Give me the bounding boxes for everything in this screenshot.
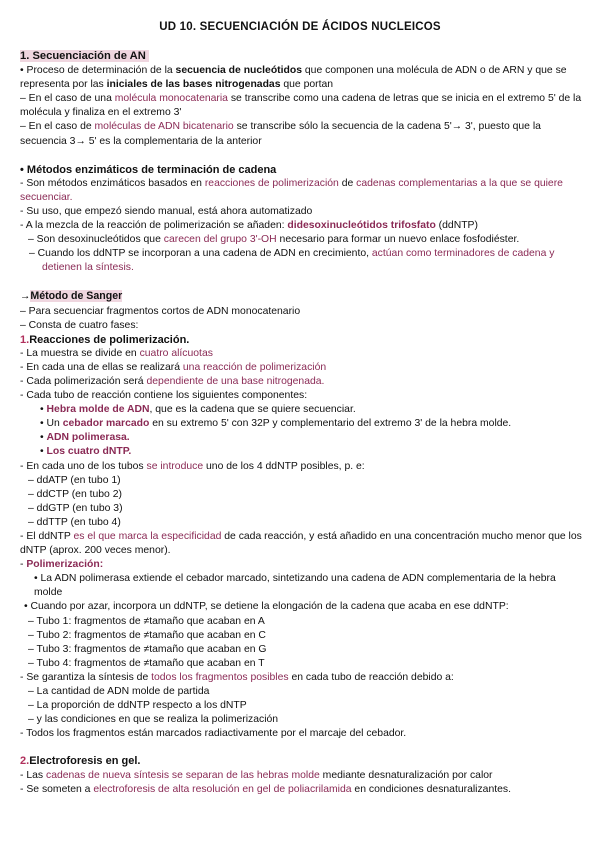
component-2-prefix: • Un	[40, 418, 63, 430]
component-3-name: ADN polimerasa.	[46, 432, 130, 444]
arrow-icon: →	[20, 291, 31, 303]
s2-line-2: - Su uso, que empezó siendo manual, está ahora automatizado	[20, 205, 313, 217]
s1-p2-highlight: molécula monocatenaria	[114, 93, 228, 105]
s2-l3-highlight: didesoxinucleótidos trifosfato	[287, 220, 436, 232]
subsection-2-heading	[20, 754, 582, 768]
s3-line-1: – Para secuenciar fragmentos cortos de ADN monocatenario	[20, 305, 301, 317]
r5-text: - En cada uno de los tubos	[20, 460, 147, 472]
e-line-1	[20, 769, 582, 783]
s2-line-1	[20, 177, 582, 205]
subsection-1-heading	[20, 333, 582, 347]
e1-text: - Las	[20, 769, 46, 781]
subsection-2-title: Electroforesis en gel.	[29, 755, 141, 768]
r-line-2	[20, 361, 582, 375]
s2-l3-text-2: (ddNTP)	[435, 220, 478, 232]
poli-point-1-text: • La ADN polimerasa extiende el cebador marcado, sintetizando una cadena de ADN complementaria de la hebra molde	[34, 573, 556, 599]
s2-l4-text-2: necesario para formar un nuevo enlace fosfodiéster.	[276, 234, 520, 246]
component-1-name: Hebra molde de ADN	[46, 404, 150, 416]
section-3-heading-text: Método de Sanger	[30, 290, 123, 303]
s1-p2-text: – En el caso de una	[20, 93, 115, 105]
s2-l5-highlight: actúan como terminadores de cadena y detienen la síntesis.	[42, 248, 555, 274]
component-4	[20, 445, 582, 459]
poli-point-2: • Cuando por azar, incorpora un ddNTP, se detiene la elongación de la cadena que acaba en ese ddNTP:	[24, 601, 509, 613]
subsection-1-number: 1.	[20, 333, 30, 346]
s2-line-4	[20, 233, 582, 247]
s1-p2-text-2: se transcribe como una cadena de letras que se inicia en el extremo 5' de la molécula y finaliza en el extremo 3'	[20, 93, 582, 119]
r1-text: - La muestra se divide en	[20, 347, 140, 359]
section-1-heading-text: 1. Secuenciación de AN	[20, 50, 149, 62]
e1-highlight: cadenas de nueva síntesis se separan de las hebras molde	[46, 769, 320, 781]
e1-text-2: mediante desnaturalización por calor	[319, 769, 493, 781]
r6-highlight: es el que marca la especificidad	[73, 531, 222, 542]
document-title: UD 10. SECUENCIACIÓN DE ÁCIDOS NUCLEICOS	[159, 21, 441, 33]
s2-l1-highlight-2: cadenas complementarias a la que se quiere secuenciar.	[20, 177, 563, 203]
section-1-heading	[20, 49, 582, 64]
tube-item-2: – ddCTP (en tubo 2)	[28, 488, 122, 500]
component-1	[20, 403, 582, 417]
g-highlight: todos los fragmentos posibles	[151, 671, 289, 683]
s3-line-2: – Consta de cuatro fases:	[20, 319, 139, 331]
s1-p1-bold: secuencia de nucleótidos	[175, 65, 303, 77]
section-3-heading	[20, 289, 582, 304]
s1-p3-text: – En el caso de	[20, 121, 95, 133]
r1-highlight: cuatro alícuotas	[139, 347, 213, 359]
r2-highlight: una reacción de polimerización	[182, 361, 327, 373]
s2-l1-text-2: de	[338, 177, 357, 189]
s2-line-3	[20, 219, 582, 233]
subsection-1-title: Reacciones de polimerización.	[29, 333, 190, 346]
guarantee-item-4: - Todos los fragmentos están marcados radiactivamente por el marcaje del cebador.	[20, 728, 407, 740]
s1-p3-text-2: se transcribe sólo la secuencia de la cadena 5'→ 3', puesto que la secuencia 3→ 5' es la complementaria de la anterior	[20, 121, 541, 147]
s2-l5-text: – Cuando los ddNTP se incorporan a una cadena de ADN en crecimiento,	[29, 248, 372, 260]
spacer	[20, 741, 582, 754]
e2-text-2: en condiciones desnaturalizantes.	[351, 783, 511, 795]
subsection-2-number: 2.	[20, 755, 30, 768]
component-3	[20, 431, 582, 445]
guarantee-line	[20, 671, 582, 685]
s1-p1-text-3: que portan	[280, 79, 334, 91]
r3-highlight: dependiente de una base nitrogenada.	[146, 375, 325, 387]
g-text-2: en cada tubo de reacción debido a:	[288, 671, 454, 683]
e2-text: - Se someten a	[20, 783, 94, 795]
s2-l1-text: - Son métodos enzimáticos basados en	[20, 177, 205, 189]
document-body	[20, 49, 582, 797]
s1-paragraph-2	[20, 92, 582, 120]
bullet-icon: •	[40, 432, 47, 444]
fragment-item-1: – Tubo 1: fragmentos de ≠tamaño que acaban en A	[28, 615, 265, 627]
fragment-item-4: – Tubo 4: fragmentos de ≠tamaño que acaban en T	[28, 657, 265, 669]
g-text: - Se garantiza la síntesis de	[20, 671, 152, 683]
fragment-item-2: – Tubo 2: fragmentos de ≠tamaño que acaban en C	[28, 629, 266, 641]
component-2-name: cebador marcado	[62, 418, 150, 430]
spacer	[20, 275, 582, 289]
r-line-3	[20, 375, 582, 389]
e-line-2	[20, 783, 582, 797]
s1-paragraph-1	[20, 64, 582, 92]
component-2-desc: en su extremo 5' con 32P y complementario del extremo 3' de la hebra molde.	[149, 418, 512, 430]
section-2-heading: • Métodos enzimáticos de terminación de cadena	[20, 163, 277, 176]
s1-p1-text: • Proceso de determinación de la	[20, 65, 176, 77]
r-line-6	[20, 530, 582, 558]
r-line-1	[20, 347, 582, 361]
s1-p3-highlight: moléculas de ADN bicatenario	[94, 121, 234, 133]
polimerizacion-heading	[20, 558, 582, 572]
r5-text-2: uno de los 4 ddNTP posibles, p. e:	[203, 460, 365, 472]
poli-prefix: -	[20, 559, 27, 571]
s2-l3-text: - A la mezcla de la reacción de polimerización se añaden:	[20, 220, 288, 232]
s2-l1-highlight: reacciones de polimerización	[204, 177, 339, 189]
r6-text: - El ddNTP	[20, 531, 74, 542]
r5-highlight: se introduce	[146, 460, 204, 472]
r-line-5	[20, 460, 582, 474]
tube-item-4: – ddTTP (en tubo 4)	[28, 516, 121, 528]
e2-highlight: electroforesis de alta resolución en gel de poliacrilamida	[93, 783, 352, 795]
guarantee-item-2: – La proporción de ddNTP respecto a los dNTP	[28, 700, 247, 712]
bullet-icon: •	[40, 446, 47, 458]
s1-p1-bold-2: iniciales de las bases nitrogenadas	[106, 79, 281, 91]
fragment-item-3: – Tubo 3: fragmentos de ≠tamaño que acaban en G	[28, 643, 267, 655]
guarantee-item-3: – y las condiciones en que se realiza la polimerización	[28, 714, 279, 726]
r6-text-2: de cada reacción, y está añadido en una concentración mucho menor que los dNTP (aprox. 200 veces menor).	[20, 531, 582, 557]
s2-l4-highlight: carecen del grupo 3'-OH	[163, 234, 277, 246]
tube-item-3: – ddGTP (en tubo 3)	[28, 502, 123, 514]
bullet-icon: •	[40, 404, 47, 416]
r2-text: - En cada una de ellas se realizará	[20, 361, 183, 373]
component-2	[20, 417, 582, 431]
poli-point-1	[20, 572, 582, 600]
s2-line-5	[20, 247, 582, 275]
s2-l4-text: – Son desoxinucleótidos que	[28, 234, 164, 246]
r3-text: - Cada polimerización será	[20, 375, 147, 387]
poli-title: Polimerización:	[26, 559, 104, 571]
component-1-desc: , que es la cadena que se quiere secuenciar.	[149, 404, 356, 416]
guarantee-item-1: – La cantidad de ADN molde de partida	[28, 686, 210, 698]
tube-item-1: – ddATP (en tubo 1)	[28, 474, 121, 486]
component-4-name: Los cuatro dNTP.	[46, 446, 132, 458]
r-line-4: - Cada tubo de reacción contiene los siguientes componentes:	[20, 390, 308, 402]
s1-p1-text-2: que componen una molécula de ADN o de ARN y que se representa por las	[20, 65, 567, 91]
s1-paragraph-3	[20, 120, 582, 148]
spacer	[20, 149, 582, 163]
